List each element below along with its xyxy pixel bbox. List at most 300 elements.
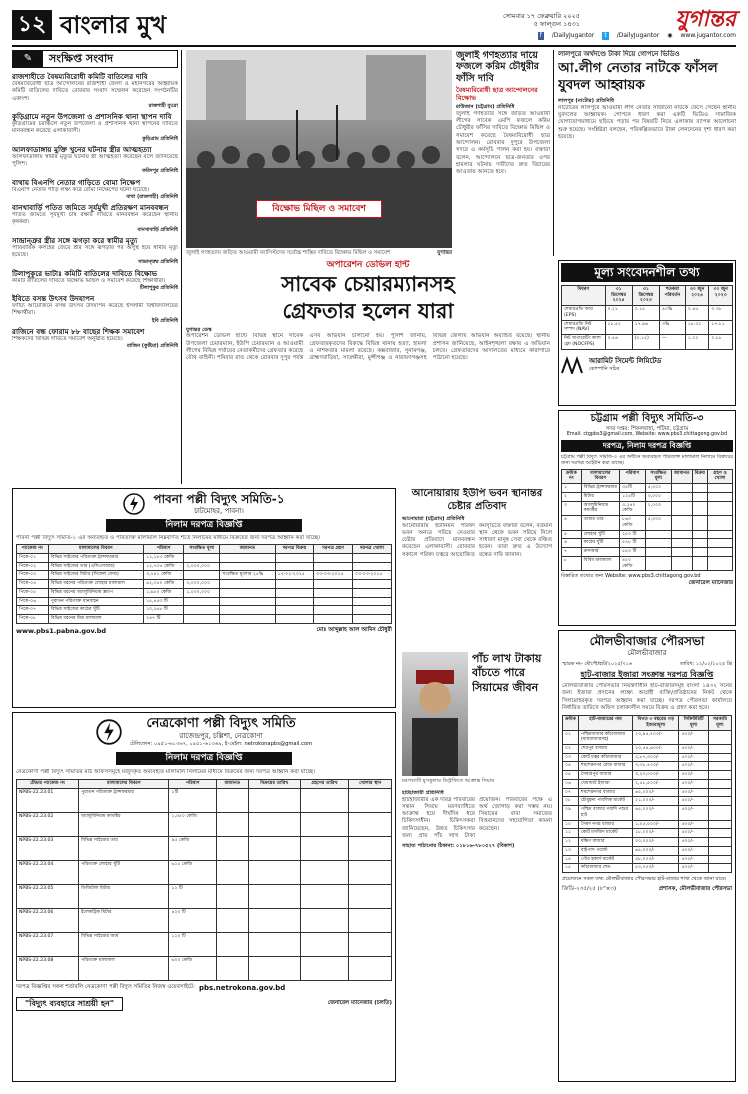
table-cell <box>708 820 731 829</box>
table-header-cell: পরিমাণ <box>620 469 646 483</box>
table-cell: ৩,০০০,০০০ <box>184 580 220 589</box>
netrokona-notice-title: নিলাম দরপত্র বিজ্ঞপ্তি <box>116 752 292 765</box>
table-cell: সংরক্ষিত মূল্যের ২৫% <box>220 571 275 580</box>
story-headline: আনোয়ারায় ইউপি ভবন স্থানান্তর চেষ্টার প্রতিবাদ <box>411 488 543 512</box>
netrokona-slogan: "বিদ্যুৎ ব্যবহারে সাশ্রয়ী হন" <box>16 997 123 1011</box>
pabna-notice-title: নিলাম দরপত্র বিজ্ঞপ্তি <box>106 519 302 532</box>
brief-body: কমিটি বাতিলের দাবিতে বিক্ষোভ মিছিল ও সমাবেশ করেছে শিক্ষার্থীরা। <box>12 277 166 284</box>
table-cell: অ্যালুমিনিয়াম কন্ডাক্টর <box>79 812 169 836</box>
brief-title: আলফাডাঙ্গায় মুক্তি খুনের ঘটনায় স্ত্রীর আত্মহত্যা <box>12 144 152 154</box>
table-row <box>562 530 733 539</box>
table-row <box>562 320 733 334</box>
brief-credit: টিলাপুকুর প্রতিনিধি <box>139 284 178 291</box>
table-cell: ৮৬০ কেজি <box>620 516 646 530</box>
siam-photo-caption: মরণব্যাধি মুসকুলার ডিস্ট্রফিতে আক্রান্ত সিয়াম <box>402 778 495 784</box>
column-divider <box>553 50 554 256</box>
table-cell <box>353 588 392 597</box>
table-cell <box>300 956 349 980</box>
brief-title: বানখাবার্ড়ি পতিত জমিতে সূর্যমুখী প্রতিরক্ষণ মানববন্ধন <box>12 203 169 213</box>
table-header-cell: ৩০ জুন ২০২৩ <box>709 286 733 306</box>
table-cell: ২,০০০,০০০ <box>184 562 220 571</box>
table-row <box>562 306 733 320</box>
table-cell <box>353 554 392 563</box>
table-row <box>563 806 732 820</box>
table-row <box>563 797 732 806</box>
pabna-website[interactable]: www.pbs1.pabna.gov.bd <box>16 626 107 635</box>
table-cell: পিকে-০৮ <box>17 615 49 624</box>
column-divider <box>181 50 182 484</box>
table-cell <box>184 606 220 615</box>
table-cell <box>216 956 248 980</box>
table-row <box>563 846 732 855</box>
story-body: আনোয়ারায় ইউনিয়ন পরিষদ ভবন অন্যত্র সরিয়ে নেওয়ার চেষ্টার প্রতিবাদে মানববন্ধন করেছেন এলাকাবাসী। রোববার সকালে পরিষদ চত্বরে আয়োজিত কর্মসূচিতে বক্তারা বলেন, বর্তমান স্থান থেকে ভবন সরিয়ে নিলে সাধারণ মানুষ সেবা থেকে বঞ্চিত হবেন। তারা দ্রুত এ উদ্যোগ বন্ধের দাবি জানান। <box>402 522 552 558</box>
brief-item <box>12 294 178 324</box>
table-cell: — <box>659 335 685 349</box>
table-row <box>17 812 392 836</box>
table-cell: NPBS-22.23.04 <box>17 860 79 884</box>
table-cell: পিকে-০২ <box>17 562 49 571</box>
table-header-cell: প্যাকেজ নং <box>17 545 49 554</box>
table-row <box>562 539 733 548</box>
brief-title: ইবিতে বসন্ত উৎসব উদযাপন <box>12 294 95 304</box>
table-cell <box>349 860 392 884</box>
table-cell <box>353 606 392 615</box>
social-handle-2[interactable]: /DailyJugantor <box>616 32 660 39</box>
table-cell <box>216 788 248 812</box>
photo-credit: যুগান্তর <box>437 250 452 256</box>
table-cell: শেরপুর বাজার <box>578 745 632 754</box>
table-cell <box>353 615 392 624</box>
table-cell: ৪৮,০০০/- <box>633 855 679 864</box>
table-cell <box>349 956 392 980</box>
table-cell: বিভিন্ন ধরনের অ্যালুমিনিয়াম স্ক্র্যাপ <box>48 588 143 597</box>
story-byline: হাটহাজারী প্রতিনিধি <box>402 790 444 796</box>
table-cell: ১৫,৪৫৩ টি <box>144 597 184 606</box>
table-cell: ১৭.৯৬ <box>632 320 659 334</box>
table-cell: ১৮.৩১ <box>685 320 709 334</box>
table-cell <box>645 530 671 539</box>
brief-header <box>12 50 178 68</box>
brief-item <box>12 203 178 233</box>
table-row <box>563 829 732 838</box>
table-cell <box>220 554 275 563</box>
table-cell: সৈয়ারপুর বাজার <box>578 771 632 780</box>
table-cell <box>708 753 731 762</box>
paper-logo: যুগান্তর <box>675 6 736 32</box>
table-cell <box>708 762 731 771</box>
table-cell <box>645 548 671 557</box>
table-cell: ৩% <box>659 320 685 334</box>
netrokona-table <box>16 779 392 981</box>
table-cell: NPBS-22.23.03 <box>17 836 79 860</box>
table-header-cell: সংরক্ষিত মূল্য <box>184 545 220 554</box>
story-subhead: বৈষম্যবিরোধী ছাত্র আন্দোলনের বিক্ষোভ <box>456 86 538 103</box>
table-cell: ০৮ <box>563 797 579 806</box>
table-row <box>563 788 732 797</box>
table-cell <box>707 501 732 515</box>
table-cell: NPBS-22.23.02 <box>17 812 79 836</box>
table-cell: ০৩-০৩-২০২৫ <box>353 571 392 580</box>
table-cell: ১,৬৮০ কেজি <box>144 588 184 597</box>
table-cell: ৫০০/- <box>679 806 708 820</box>
table-cell: ১,০৫,০০০/- <box>633 820 679 829</box>
table-cell: ৫০০/- <box>679 771 708 780</box>
table-row <box>563 779 732 788</box>
table-cell <box>220 562 275 571</box>
table-cell: নিট অপারেটিং ক্যাশ ফ্লো (NOCFPS) <box>562 335 606 349</box>
table-cell: পৌর হকার্স মার্কেট <box>578 855 632 864</box>
brief-credit: কুড়িগ্রাম প্রতিনিধি <box>142 135 178 142</box>
brief-credit: বানখাবার্ড়ি প্রতিনিধি <box>137 226 178 233</box>
table-row <box>17 884 392 908</box>
table-cell: ১০ <box>563 820 579 829</box>
brief-credit: সান্দ্রান্ত্রুর প্রতিনিধি <box>137 259 178 266</box>
moulvibazar-title: মৌলভীবাজার পৌরসভা <box>589 634 705 648</box>
netrokona-website[interactable]: pbs.netrokona.gov.bd <box>198 983 286 992</box>
portrait-illustration <box>402 652 468 776</box>
netrokona-title: নেত্রকোণা পল্লী বিদ্যুৎ সমিতি <box>146 716 296 731</box>
table-cell <box>645 539 671 548</box>
table-cell: ৫০০/- <box>679 797 708 806</box>
table-cell <box>708 745 731 754</box>
table-cell: ৫০০/- <box>679 864 708 873</box>
table-row <box>563 820 732 829</box>
table-cell <box>692 539 707 548</box>
table-cell: ৪২৩ টি <box>169 908 216 932</box>
table-header-cell: জামানত <box>672 469 693 483</box>
table-cell: ১,০০০,০০০ <box>184 588 220 597</box>
siam-body-block <box>402 790 552 1082</box>
table-cell <box>248 956 300 980</box>
table-cell: ১২ টি <box>169 884 216 908</box>
facebook-icon: f <box>539 32 542 39</box>
brief-body: আলফাডাঙ্গায় স্বামীর মৃত্যুর ঘটনায় স্ত্রী আত্মহত্যা করেছেন বলে জানিয়েছে পুলিশ। <box>12 153 178 168</box>
operation-headline-1: সাবেক চেয়ারম্যানসহ <box>281 272 455 297</box>
table-cell: শমশেরনগর বাজার <box>578 788 632 797</box>
moulvibazar-memo: স্মারক নং- মৌপৌ/হাট/২০২৫/৭১৬ <box>562 660 633 667</box>
table-cell: ২,৮৭,৩০০/- <box>633 753 679 762</box>
table-cell <box>248 860 300 884</box>
table-cell: পিকে-০৬ <box>17 597 49 606</box>
table-row <box>17 571 392 580</box>
table-cell: বিভিন্ন সাইজের পরিত্যক্ত ট্রান্সফরমার <box>48 554 143 563</box>
table-cell: কোর্ট মসজিদ মার্কেট <box>578 829 632 838</box>
table-header-cell: বিক্রয় <box>692 469 707 483</box>
table-cell: ৩,২৪১ কেজি <box>144 571 184 580</box>
table-cell: ২১,০০০/- <box>633 797 679 806</box>
table-cell: ০.৩৮ <box>709 306 733 320</box>
story-byline: রাউজান (চট্টগ্রাম) প্রতিনিধি <box>456 104 515 111</box>
table-cell: ১৮,০০০/- <box>633 829 679 838</box>
table-header-cell: খোলার স্থান <box>349 780 392 789</box>
table-cell: ০.২১ <box>605 306 632 320</box>
chattogram-title: চট্টগ্রাম পল্লী বিদ্যুৎ সমিতি-৩ <box>590 413 704 424</box>
table-header-cell: গ্রহণ ও খোলা <box>707 469 732 483</box>
table-header-cell: সরকারি মূল্য <box>708 716 731 730</box>
table-cell <box>248 812 300 836</box>
table-header-cell: টেন্ডার প্যাকেজ নং <box>17 780 79 789</box>
netrokona-footer-note: দরপত্র বিজ্ঞপ্তির সকল শর্তাবলি নেত্রকোণা পল্লী বিদ্যুৎ সমিতির নিজস্ব ওয়েবসাইটে: <box>16 983 195 990</box>
table-cell <box>314 615 353 624</box>
story-byline: আনোয়ারা (চট্টগ্রাম) প্রতিনিধি <box>402 516 465 522</box>
table-cell <box>275 606 314 615</box>
table-cell: ৬৫,০০০/- <box>633 806 679 820</box>
table-header-cell: পরিমাণ <box>144 545 184 554</box>
table-cell: ০.৫৬ <box>605 335 632 349</box>
brief-item <box>12 145 178 175</box>
table-cell <box>692 548 707 557</box>
table-cell: ৩০,০০০/- <box>633 838 679 847</box>
table-cell: ১৩ <box>563 846 579 855</box>
table-row <box>563 771 732 780</box>
table-cell: কাঠের খুঁটি <box>581 539 619 548</box>
photo-caption-text: জুলাই গণহত্যায় জড়িত আওয়ামী ফ্যাসিস্টদের সর্বোচ্চ শাস্তির দাবিতে বিক্ষোভ মিছিল ও সমাবেশ <box>186 250 391 256</box>
moulvibazar-table <box>562 715 732 873</box>
table-cell: ১৭-০২-২০২৫ <box>275 571 314 580</box>
table-cell: বিভিন্ন সাইজের তার <box>79 836 169 860</box>
table-cell <box>672 516 693 530</box>
table-cell <box>314 588 353 597</box>
table-cell: ৫০০/- <box>679 779 708 788</box>
table-header-cell: ৩০ জুন ২০২৪ <box>685 286 709 306</box>
table-cell <box>707 548 732 557</box>
brief-title: রাজিনে বন্ধ ফোরাম ৮৮ বাছের শিক্ষক সমাবেশ <box>12 326 145 336</box>
netrokona-intro: নেত্রকোণা পল্লী বিদ্যুৎ সমিতির মাঠ অফিসসমূহে মজুদকৃত অব্যবহৃত মালামাল নিলামের মাধ্যমে বিক্রয়ের জন্য দরপত্র আহ্বান করা যাচ্ছে। <box>16 768 316 775</box>
table-cell: ৯৫ কেজি <box>169 836 216 860</box>
table-cell: ২৫০ টি <box>620 530 646 539</box>
table-row <box>17 615 392 624</box>
table-cell: ১,৩৫০ কেজি <box>169 812 216 836</box>
table-cell: ৫০০/- <box>679 855 708 864</box>
table-row <box>562 492 733 501</box>
table-cell: ৩ <box>562 501 582 515</box>
table-cell <box>275 588 314 597</box>
siam-headline-2: বাঁচতে পারে <box>472 666 525 680</box>
moulvibazar-notice <box>558 630 736 1082</box>
price-notice <box>558 260 736 406</box>
table-cell: পুরাতন পরিত্যক্ত যানবাহন <box>48 597 143 606</box>
operation-headline-2: গ্রেফতার হলেন যারা <box>282 298 454 323</box>
table-cell <box>349 908 392 932</box>
table-row <box>563 730 732 744</box>
table-cell: ৫০০/- <box>679 829 708 838</box>
table-cell <box>708 730 731 744</box>
operation-kicker: অপারেশন ডেভিল হান্ট <box>326 260 410 270</box>
story-drama <box>558 50 736 256</box>
table-cell: ০২ <box>563 745 579 754</box>
table-cell: ৭ <box>562 548 582 557</box>
table-cell <box>184 571 220 580</box>
table-row <box>17 606 392 615</box>
table-cell: ৫ <box>562 530 582 539</box>
table-row <box>562 335 733 349</box>
table-row <box>17 554 392 563</box>
brief-body: বিএনপি নেতার গাড়ি লক্ষ্য করে বোমা নিক্ষেপের ঘটনা ঘটেছে। <box>12 186 150 193</box>
story-body: নাটোরের লালপুরে আওয়ামী লীগ নেতার সাজানো নাটকে ফেঁসে গেছেন স্থানীয় যুবদলের আহ্বায়ক। গোপনে ধারণ করা একটি ভিডিও সামাজিক যোগাযোগমাধ্যমে ছড়িয়ে পড়ার পর বিষয়টি নিয়ে এলাকায় ব্যাপক আলোচনা শুরু হয়েছে। সংশ্লিষ্টরা বলছেন, পরিকল্পিতভাবে টাকা লেনদেনের দৃশ্য ধারণ করা হয়েছে। <box>558 104 736 140</box>
table-row <box>563 753 732 762</box>
chattogram-sub: সদর দপ্তর: শিকলবাহা, পটিয়া, চট্টগ্রাম <box>605 425 689 432</box>
chattogram-signer: জেনারেল ম্যানেজার <box>688 579 733 586</box>
table-cell <box>707 556 732 570</box>
table-row <box>17 562 392 571</box>
moulvibazar-date: তারিখ: ১২/০২/২০২৫ খ্রি <box>679 660 732 667</box>
table-cell <box>184 554 220 563</box>
table-row <box>17 588 392 597</box>
table-cell: বিবিধ মালামাল <box>581 556 619 570</box>
brief-body: কুড়িগ্রামের চরাঞ্চলে নতুন উপজেলা ও প্রশাসনিক থানা স্থাপনের দাবিতে মানববন্ধন করেছে এলাকাবাসী। <box>12 121 178 135</box>
story-byline: লালপুর (নাটোর) প্রতিনিধি <box>558 98 615 105</box>
table-cell: NPBS-22.23.08 <box>17 956 79 980</box>
table-cell: ৫০,০০০/- <box>633 864 679 873</box>
table-row <box>562 548 733 557</box>
pbs-logo-icon <box>96 719 122 745</box>
table-cell <box>645 556 671 570</box>
table-cell: ৬৫,০০০/- <box>633 788 679 797</box>
siam-photo <box>402 652 468 776</box>
table-cell <box>248 908 300 932</box>
table-cell: বিভিন্ন ধরনের পরিত্যক্ত লোহার মালামাল <box>48 580 143 589</box>
table-cell <box>692 501 707 515</box>
table-cell: ০১ <box>563 730 579 744</box>
table-cell: বাইপাস পয়েন্ট <box>578 846 632 855</box>
table-row <box>563 864 732 873</box>
table-row <box>17 597 392 606</box>
photo-caption <box>186 250 452 257</box>
table-cell: ০৫ <box>563 771 579 780</box>
table-cell <box>300 884 349 908</box>
table-cell: ৩,২৪০ কেজি <box>620 501 646 515</box>
table-cell <box>275 615 314 624</box>
table-cell: তামার তার <box>581 516 619 530</box>
operation-body: অপারেশন ডেভিল হান্টে বিভিন্ন স্থানে সাবেক উপজেলা চেয়ারম্যান, ইউপি চেয়ারম্যান ও আওয়ামী লীগের বিভিন্ন পর্যায়ের নেতাকর্মীদের গ্রেফতার করেছে যৌথ বাহিনী। শনিবার রাত থেকে রোববার দুপুর পর্যন্ত এসব অভিযান চালানো হয়। পুলিশ জানায়, গ্রেফতারকৃতদের বিরুদ্ধে বিভিন্ন থানায় হত্যা, হামলা ও নাশকতার মামলা রয়েছে। কক্সবাজার, সুনামগঞ্জ, ব্রাহ্মণবাড়িয়া, সাতক্ষীরা, মুন্সীগঞ্জ ও নারায়ণগঞ্জসহ বিভিন্ন জেলায় অভিযান অব্যাহত রয়েছে। স্থানীয় প্রশাসন জানিয়েছে, আইনশৃঙ্খলা রক্ষায় এ অভিযান চলবে। গ্রেফতারদের আদালতের মাধ্যমে কারাগারে পাঠানো হয়েছে। <box>186 333 550 362</box>
table-cell: (০.১২) <box>632 335 659 349</box>
brief-credit: ইবি প্রতিনিধি <box>151 317 178 324</box>
table-header-cell: শতকরা পরিবর্তন <box>659 286 685 306</box>
table-cell <box>275 554 314 563</box>
siam-headline-1: পাঁচ লাখ টাকায় <box>472 652 542 665</box>
table-cell: ৩,৩৮,৭০০/- <box>633 762 679 771</box>
table-cell <box>707 530 732 539</box>
brief-body: শিক্ষকদের বিভিন্ন দাবিতে সমাবেশ অনুষ্ঠিত হয়েছে। <box>12 335 123 342</box>
table-cell: ২ <box>562 492 582 501</box>
page-number: ১২ <box>12 10 52 40</box>
table-cell: ৫০০/- <box>679 846 708 855</box>
brief-body: পারিবারিক কলহের জেরে স্ত্রীর সঙ্গে ঝগড়ার পর অসুস্থ হয়ে স্বামীর মৃত্যু হয়েছে। <box>12 244 178 259</box>
company-logo-icon <box>561 356 583 374</box>
table-cell: ১০,৫৪,৬০০/- <box>633 745 679 754</box>
table-cell: বিভিন্ন সাইজের আর্ম <box>79 932 169 956</box>
table-header-cell: পরিমাণ <box>169 780 216 789</box>
table-cell: পশ্চিমবাজার কাঁচাবাজার (মাছবাজারসহ) <box>578 730 632 744</box>
moulvibazar-footer: প্রয়োজনে সকল তথ্য মৌলভীবাজার পৌরসভার হাট-বাজার শাখা থেকে জানা যাবে। <box>562 876 727 883</box>
table-cell: ২,০০০ <box>645 501 671 515</box>
table-cell: বিভিন্ন সাইজের মিটার (সিঙ্গেল ফেজ) <box>48 571 143 580</box>
brief-item <box>12 327 178 350</box>
table-cell <box>300 860 349 884</box>
table-cell: ০৩-০৩-২০২৫ <box>314 571 353 580</box>
table-cell: ০.৪৫ <box>685 306 709 320</box>
brief-body: বৈষম্যবিরোধী ছাত্র আন্দোলনের রাজশাহী জেলা ও মহানগরের আহ্বায়ক কমিটি বাতিলের দাবিতে রোববার সংবাদ সম্মেলন করেছেন সংগঠনটির একাংশ। <box>12 81 178 102</box>
pabna-notice <box>12 488 396 708</box>
pabna-signer: মোঃ আব্দুল্লাহ আল আমিন চৌধুরী <box>316 626 392 633</box>
table-row <box>563 855 732 864</box>
price-footer: কোম্পানি সচিব <box>589 365 620 372</box>
table-cell: ৫০০/- <box>679 838 708 847</box>
table-cell: NPBS-22.23.05 <box>17 884 79 908</box>
table-header-cell: ৩১ ডিসেম্বর ২০২৩ <box>632 286 659 306</box>
netrokona-notice <box>12 712 396 1082</box>
table-cell <box>300 788 349 812</box>
brief-item <box>12 178 178 201</box>
moulvibazar-sub: মৌলভীবাজার <box>627 649 667 657</box>
table-cell: পিকে-০৭ <box>17 606 49 615</box>
table-header-cell: ক্রমিক <box>563 716 579 730</box>
table-cell <box>708 864 731 873</box>
table-row <box>17 580 392 589</box>
chattogram-footer: বিস্তারিত তথ্যের জন্য Website: www.pbs3.chittagong.gov.bd <box>561 573 701 580</box>
table-cell <box>184 597 220 606</box>
table-header-cell: দরপত্র খোলা <box>353 545 392 554</box>
table-cell <box>708 855 731 864</box>
table-row <box>563 745 732 754</box>
table-header-cell: সিকিউরিটি মূল্য <box>679 716 708 730</box>
table-cell <box>220 588 275 597</box>
table-cell: ৬ <box>562 539 582 548</box>
price-title: মূল্য সংবেদনশীল তথ্য <box>561 263 733 282</box>
table-cell: ৫০০/- <box>679 730 708 744</box>
table-cell: পিকে-০৩ <box>17 571 49 580</box>
brief-item <box>12 269 178 292</box>
operation-story <box>186 260 550 484</box>
table-cell <box>692 530 707 539</box>
price-table <box>561 285 733 350</box>
table-cell <box>220 597 275 606</box>
table-cell: ডিজিটাল মিটার <box>79 884 169 908</box>
table-cell <box>220 580 275 589</box>
table-cell <box>708 771 731 780</box>
chattogram-notice-title: দরপত্র, নিলাম দরপত্র বিজ্ঞপ্তি <box>561 440 733 451</box>
social-handle-1[interactable]: /DailyJugantor <box>551 32 595 39</box>
story-anowara <box>402 488 552 648</box>
table-cell <box>216 884 248 908</box>
table-cell <box>707 484 732 493</box>
table-header-cell: দরপত্র বিক্রয় <box>275 545 314 554</box>
table-cell: দক্ষিণ বাজার <box>578 838 632 847</box>
table-cell: ৩৫টি <box>620 484 646 493</box>
table-cell: ১০,২৬৮ টি <box>144 606 184 615</box>
table-cell <box>275 597 314 606</box>
table-cell <box>708 797 731 806</box>
table-cell: ১.০২ <box>685 335 709 349</box>
table-row <box>562 516 733 530</box>
table-cell: ১৭.৮১ <box>709 320 733 334</box>
table-header-cell: মালামালের বিবরণ <box>79 780 169 789</box>
table-cell: ৬১৫ কেজি <box>169 860 216 884</box>
table-cell <box>672 492 693 501</box>
brief-title: বাথায় বিএনপি নেতার গাড়িতে বোমা নিক্ষেপ <box>12 177 141 187</box>
story-kicker: লালপুরে অর্থদণ্ডে টাকা দিয়ে গোপনে ভিডিও <box>558 50 680 58</box>
table-cell: কোর্ট চত্বর কাঁচাবাজার <box>578 753 632 762</box>
table-cell <box>672 556 693 570</box>
table-cell: ০৭ <box>563 788 579 797</box>
table-cell: খেয়াঘাট ইজারা <box>578 779 632 788</box>
table-cell <box>184 615 220 624</box>
table-cell: ০৬ <box>563 779 579 788</box>
brief-column <box>12 50 178 484</box>
website-link[interactable]: www.jugantor.com <box>680 32 736 39</box>
table-cell: ১২ <box>563 838 579 847</box>
table-cell: ২৩,৯৫,৭০০/- <box>633 730 679 744</box>
